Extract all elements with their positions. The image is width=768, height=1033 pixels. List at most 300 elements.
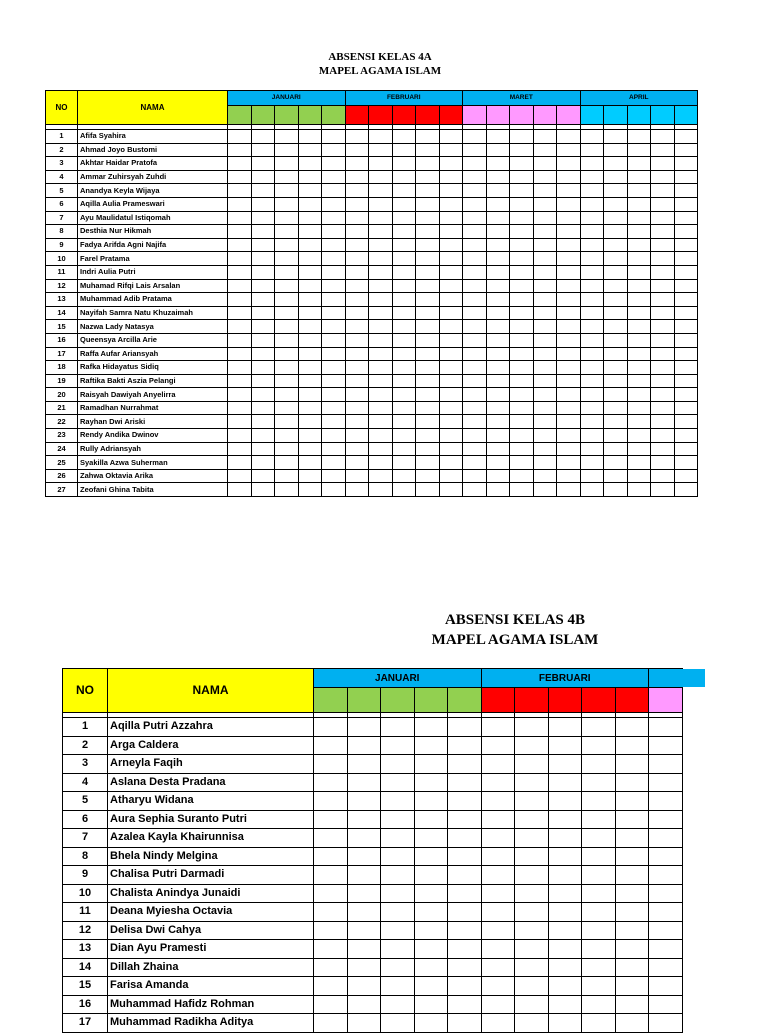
attendance-cell[interactable] bbox=[345, 170, 369, 184]
attendance-cell[interactable] bbox=[392, 225, 416, 239]
attendance-cell[interactable] bbox=[381, 1014, 415, 1033]
attendance-cell[interactable] bbox=[580, 456, 604, 470]
attendance-cell[interactable] bbox=[510, 333, 534, 347]
attendance-cell[interactable] bbox=[674, 388, 698, 402]
attendance-cell[interactable] bbox=[486, 130, 510, 144]
attendance-cell[interactable] bbox=[463, 333, 487, 347]
attendance-cell[interactable] bbox=[580, 238, 604, 252]
attendance-cell[interactable] bbox=[416, 483, 440, 497]
attendance-cell[interactable] bbox=[369, 320, 393, 334]
attendance-cell[interactable] bbox=[439, 197, 463, 211]
attendance-cell[interactable] bbox=[345, 483, 369, 497]
attendance-cell[interactable] bbox=[515, 736, 549, 755]
attendance-cell[interactable] bbox=[481, 884, 515, 903]
attendance-cell[interactable] bbox=[439, 483, 463, 497]
attendance-cell[interactable] bbox=[604, 197, 628, 211]
attendance-cell[interactable] bbox=[322, 265, 346, 279]
attendance-cell[interactable] bbox=[251, 306, 275, 320]
attendance-cell[interactable] bbox=[649, 921, 683, 940]
attendance-cell[interactable] bbox=[615, 736, 649, 755]
attendance-cell[interactable] bbox=[580, 388, 604, 402]
attendance-cell[interactable] bbox=[228, 320, 252, 334]
attendance-cell[interactable] bbox=[515, 884, 549, 903]
attendance-cell[interactable] bbox=[604, 415, 628, 429]
attendance-cell[interactable] bbox=[347, 866, 381, 885]
attendance-cell[interactable] bbox=[627, 320, 651, 334]
attendance-cell[interactable] bbox=[515, 718, 549, 737]
attendance-cell[interactable] bbox=[651, 211, 675, 225]
attendance-cell[interactable] bbox=[604, 265, 628, 279]
attendance-cell[interactable] bbox=[651, 157, 675, 171]
attendance-cell[interactable] bbox=[381, 847, 415, 866]
attendance-cell[interactable] bbox=[510, 143, 534, 157]
attendance-cell[interactable] bbox=[580, 184, 604, 198]
attendance-cell[interactable] bbox=[251, 184, 275, 198]
attendance-cell[interactable] bbox=[627, 293, 651, 307]
attendance-cell[interactable] bbox=[486, 170, 510, 184]
attendance-cell[interactable] bbox=[392, 197, 416, 211]
attendance-cell[interactable] bbox=[615, 921, 649, 940]
attendance-cell[interactable] bbox=[510, 130, 534, 144]
attendance-cell[interactable] bbox=[582, 884, 616, 903]
attendance-cell[interactable] bbox=[615, 940, 649, 959]
attendance-cell[interactable] bbox=[510, 238, 534, 252]
attendance-cell[interactable] bbox=[298, 361, 322, 375]
attendance-cell[interactable] bbox=[439, 252, 463, 266]
attendance-cell[interactable] bbox=[674, 442, 698, 456]
attendance-cell[interactable] bbox=[251, 252, 275, 266]
attendance-cell[interactable] bbox=[533, 265, 557, 279]
attendance-cell[interactable] bbox=[369, 157, 393, 171]
attendance-cell[interactable] bbox=[651, 483, 675, 497]
attendance-cell[interactable] bbox=[322, 197, 346, 211]
attendance-cell[interactable] bbox=[486, 333, 510, 347]
attendance-cell[interactable] bbox=[381, 829, 415, 848]
attendance-cell[interactable] bbox=[298, 143, 322, 157]
attendance-cell[interactable] bbox=[369, 469, 393, 483]
attendance-cell[interactable] bbox=[439, 306, 463, 320]
attendance-cell[interactable] bbox=[369, 293, 393, 307]
attendance-cell[interactable] bbox=[381, 866, 415, 885]
attendance-cell[interactable] bbox=[604, 157, 628, 171]
attendance-cell[interactable] bbox=[463, 157, 487, 171]
attendance-cell[interactable] bbox=[481, 847, 515, 866]
attendance-cell[interactable] bbox=[580, 469, 604, 483]
attendance-cell[interactable] bbox=[651, 293, 675, 307]
attendance-cell[interactable] bbox=[298, 279, 322, 293]
attendance-cell[interactable] bbox=[533, 157, 557, 171]
attendance-cell[interactable] bbox=[580, 225, 604, 239]
attendance-cell[interactable] bbox=[392, 361, 416, 375]
attendance-cell[interactable] bbox=[392, 211, 416, 225]
attendance-cell[interactable] bbox=[298, 401, 322, 415]
attendance-cell[interactable] bbox=[275, 306, 299, 320]
attendance-cell[interactable] bbox=[615, 958, 649, 977]
attendance-cell[interactable] bbox=[345, 157, 369, 171]
attendance-cell[interactable] bbox=[582, 940, 616, 959]
attendance-cell[interactable] bbox=[392, 265, 416, 279]
attendance-cell[interactable] bbox=[414, 866, 448, 885]
attendance-cell[interactable] bbox=[345, 333, 369, 347]
attendance-cell[interactable] bbox=[674, 143, 698, 157]
attendance-cell[interactable] bbox=[582, 995, 616, 1014]
attendance-cell[interactable] bbox=[314, 792, 348, 811]
attendance-cell[interactable] bbox=[463, 429, 487, 443]
attendance-cell[interactable] bbox=[416, 279, 440, 293]
attendance-cell[interactable] bbox=[651, 238, 675, 252]
attendance-cell[interactable] bbox=[439, 374, 463, 388]
attendance-cell[interactable] bbox=[486, 143, 510, 157]
attendance-cell[interactable] bbox=[275, 130, 299, 144]
attendance-cell[interactable] bbox=[510, 415, 534, 429]
attendance-cell[interactable] bbox=[439, 415, 463, 429]
attendance-cell[interactable] bbox=[533, 347, 557, 361]
attendance-cell[interactable] bbox=[463, 456, 487, 470]
attendance-cell[interactable] bbox=[369, 143, 393, 157]
attendance-cell[interactable] bbox=[369, 347, 393, 361]
attendance-cell[interactable] bbox=[481, 718, 515, 737]
attendance-cell[interactable] bbox=[322, 306, 346, 320]
attendance-cell[interactable] bbox=[275, 374, 299, 388]
attendance-cell[interactable] bbox=[533, 374, 557, 388]
attendance-cell[interactable] bbox=[486, 238, 510, 252]
attendance-cell[interactable] bbox=[228, 170, 252, 184]
attendance-cell[interactable] bbox=[627, 157, 651, 171]
attendance-cell[interactable] bbox=[322, 469, 346, 483]
attendance-cell[interactable] bbox=[651, 279, 675, 293]
attendance-cell[interactable] bbox=[392, 157, 416, 171]
attendance-cell[interactable] bbox=[463, 469, 487, 483]
attendance-cell[interactable] bbox=[510, 293, 534, 307]
attendance-cell[interactable] bbox=[615, 718, 649, 737]
attendance-cell[interactable] bbox=[674, 469, 698, 483]
attendance-cell[interactable] bbox=[369, 442, 393, 456]
attendance-cell[interactable] bbox=[649, 736, 683, 755]
attendance-cell[interactable] bbox=[627, 429, 651, 443]
attendance-cell[interactable] bbox=[392, 347, 416, 361]
attendance-cell[interactable] bbox=[314, 921, 348, 940]
attendance-cell[interactable] bbox=[392, 320, 416, 334]
attendance-cell[interactable] bbox=[251, 238, 275, 252]
attendance-cell[interactable] bbox=[651, 320, 675, 334]
attendance-cell[interactable] bbox=[345, 197, 369, 211]
attendance-cell[interactable] bbox=[548, 884, 582, 903]
attendance-cell[interactable] bbox=[548, 736, 582, 755]
attendance-cell[interactable] bbox=[580, 401, 604, 415]
attendance-cell[interactable] bbox=[322, 238, 346, 252]
attendance-cell[interactable] bbox=[439, 388, 463, 402]
attendance-cell[interactable] bbox=[416, 320, 440, 334]
attendance-cell[interactable] bbox=[533, 143, 557, 157]
attendance-cell[interactable] bbox=[533, 401, 557, 415]
attendance-cell[interactable] bbox=[298, 374, 322, 388]
attendance-cell[interactable] bbox=[228, 306, 252, 320]
attendance-cell[interactable] bbox=[347, 921, 381, 940]
attendance-cell[interactable] bbox=[298, 456, 322, 470]
attendance-cell[interactable] bbox=[228, 388, 252, 402]
attendance-cell[interactable] bbox=[615, 1014, 649, 1033]
attendance-cell[interactable] bbox=[463, 265, 487, 279]
attendance-cell[interactable] bbox=[580, 361, 604, 375]
attendance-cell[interactable] bbox=[322, 143, 346, 157]
attendance-cell[interactable] bbox=[314, 718, 348, 737]
attendance-cell[interactable] bbox=[548, 792, 582, 811]
attendance-cell[interactable] bbox=[439, 456, 463, 470]
attendance-cell[interactable] bbox=[275, 469, 299, 483]
attendance-cell[interactable] bbox=[580, 333, 604, 347]
attendance-cell[interactable] bbox=[582, 792, 616, 811]
attendance-cell[interactable] bbox=[580, 143, 604, 157]
attendance-cell[interactable] bbox=[533, 293, 557, 307]
attendance-cell[interactable] bbox=[557, 374, 581, 388]
attendance-cell[interactable] bbox=[414, 903, 448, 922]
attendance-cell[interactable] bbox=[580, 293, 604, 307]
attendance-cell[interactable] bbox=[627, 265, 651, 279]
attendance-cell[interactable] bbox=[580, 157, 604, 171]
attendance-cell[interactable] bbox=[510, 388, 534, 402]
attendance-cell[interactable] bbox=[463, 388, 487, 402]
attendance-cell[interactable] bbox=[314, 736, 348, 755]
attendance-cell[interactable] bbox=[627, 252, 651, 266]
attendance-cell[interactable] bbox=[510, 469, 534, 483]
attendance-cell[interactable] bbox=[439, 143, 463, 157]
attendance-cell[interactable] bbox=[649, 810, 683, 829]
attendance-cell[interactable] bbox=[486, 456, 510, 470]
attendance-cell[interactable] bbox=[448, 1014, 482, 1033]
attendance-cell[interactable] bbox=[604, 429, 628, 443]
attendance-cell[interactable] bbox=[548, 995, 582, 1014]
attendance-cell[interactable] bbox=[369, 415, 393, 429]
attendance-cell[interactable] bbox=[448, 958, 482, 977]
attendance-cell[interactable] bbox=[604, 374, 628, 388]
attendance-cell[interactable] bbox=[228, 238, 252, 252]
attendance-cell[interactable] bbox=[649, 773, 683, 792]
attendance-cell[interactable] bbox=[345, 320, 369, 334]
attendance-cell[interactable] bbox=[548, 958, 582, 977]
attendance-cell[interactable] bbox=[486, 388, 510, 402]
attendance-cell[interactable] bbox=[298, 184, 322, 198]
attendance-cell[interactable] bbox=[416, 442, 440, 456]
attendance-cell[interactable] bbox=[369, 333, 393, 347]
attendance-cell[interactable] bbox=[369, 279, 393, 293]
attendance-cell[interactable] bbox=[416, 170, 440, 184]
attendance-cell[interactable] bbox=[369, 130, 393, 144]
attendance-cell[interactable] bbox=[627, 279, 651, 293]
attendance-cell[interactable] bbox=[251, 469, 275, 483]
attendance-cell[interactable] bbox=[533, 415, 557, 429]
attendance-cell[interactable] bbox=[448, 921, 482, 940]
attendance-cell[interactable] bbox=[228, 442, 252, 456]
attendance-cell[interactable] bbox=[416, 238, 440, 252]
attendance-cell[interactable] bbox=[557, 306, 581, 320]
attendance-cell[interactable] bbox=[416, 374, 440, 388]
attendance-cell[interactable] bbox=[649, 866, 683, 885]
attendance-cell[interactable] bbox=[604, 238, 628, 252]
attendance-cell[interactable] bbox=[580, 306, 604, 320]
attendance-cell[interactable] bbox=[557, 265, 581, 279]
attendance-cell[interactable] bbox=[580, 265, 604, 279]
attendance-cell[interactable] bbox=[392, 429, 416, 443]
attendance-cell[interactable] bbox=[651, 415, 675, 429]
attendance-cell[interactable] bbox=[251, 401, 275, 415]
attendance-cell[interactable] bbox=[548, 755, 582, 774]
attendance-cell[interactable] bbox=[448, 810, 482, 829]
attendance-cell[interactable] bbox=[298, 333, 322, 347]
attendance-cell[interactable] bbox=[369, 306, 393, 320]
attendance-cell[interactable] bbox=[515, 995, 549, 1014]
attendance-cell[interactable] bbox=[275, 361, 299, 375]
attendance-cell[interactable] bbox=[649, 792, 683, 811]
attendance-cell[interactable] bbox=[275, 170, 299, 184]
attendance-cell[interactable] bbox=[275, 347, 299, 361]
attendance-cell[interactable] bbox=[448, 755, 482, 774]
attendance-cell[interactable] bbox=[369, 252, 393, 266]
attendance-cell[interactable] bbox=[651, 429, 675, 443]
attendance-cell[interactable] bbox=[381, 792, 415, 811]
attendance-cell[interactable] bbox=[322, 333, 346, 347]
attendance-cell[interactable] bbox=[557, 456, 581, 470]
attendance-cell[interactable] bbox=[604, 388, 628, 402]
attendance-cell[interactable] bbox=[510, 170, 534, 184]
attendance-cell[interactable] bbox=[347, 755, 381, 774]
attendance-cell[interactable] bbox=[322, 225, 346, 239]
attendance-cell[interactable] bbox=[298, 388, 322, 402]
attendance-cell[interactable] bbox=[533, 211, 557, 225]
attendance-cell[interactable] bbox=[515, 866, 549, 885]
attendance-cell[interactable] bbox=[582, 903, 616, 922]
attendance-cell[interactable] bbox=[548, 810, 582, 829]
attendance-cell[interactable] bbox=[416, 415, 440, 429]
attendance-cell[interactable] bbox=[314, 995, 348, 1014]
attendance-cell[interactable] bbox=[548, 829, 582, 848]
attendance-cell[interactable] bbox=[275, 265, 299, 279]
attendance-cell[interactable] bbox=[322, 374, 346, 388]
attendance-cell[interactable] bbox=[345, 347, 369, 361]
attendance-cell[interactable] bbox=[345, 306, 369, 320]
attendance-cell[interactable] bbox=[627, 374, 651, 388]
attendance-cell[interactable] bbox=[439, 170, 463, 184]
attendance-cell[interactable] bbox=[580, 429, 604, 443]
attendance-cell[interactable] bbox=[414, 921, 448, 940]
attendance-cell[interactable] bbox=[439, 347, 463, 361]
attendance-cell[interactable] bbox=[414, 940, 448, 959]
attendance-cell[interactable] bbox=[322, 388, 346, 402]
attendance-cell[interactable] bbox=[580, 442, 604, 456]
attendance-cell[interactable] bbox=[674, 197, 698, 211]
attendance-cell[interactable] bbox=[651, 442, 675, 456]
attendance-cell[interactable] bbox=[486, 415, 510, 429]
attendance-cell[interactable] bbox=[604, 130, 628, 144]
attendance-cell[interactable] bbox=[275, 429, 299, 443]
attendance-cell[interactable] bbox=[322, 442, 346, 456]
attendance-cell[interactable] bbox=[557, 238, 581, 252]
attendance-cell[interactable] bbox=[627, 469, 651, 483]
attendance-cell[interactable] bbox=[314, 829, 348, 848]
attendance-cell[interactable] bbox=[251, 143, 275, 157]
attendance-cell[interactable] bbox=[674, 184, 698, 198]
attendance-cell[interactable] bbox=[251, 197, 275, 211]
attendance-cell[interactable] bbox=[347, 903, 381, 922]
attendance-cell[interactable] bbox=[582, 977, 616, 996]
attendance-cell[interactable] bbox=[651, 361, 675, 375]
attendance-cell[interactable] bbox=[651, 469, 675, 483]
attendance-cell[interactable] bbox=[510, 374, 534, 388]
attendance-cell[interactable] bbox=[674, 361, 698, 375]
attendance-cell[interactable] bbox=[251, 388, 275, 402]
attendance-cell[interactable] bbox=[463, 347, 487, 361]
attendance-cell[interactable] bbox=[416, 456, 440, 470]
attendance-cell[interactable] bbox=[298, 347, 322, 361]
attendance-cell[interactable] bbox=[627, 238, 651, 252]
attendance-cell[interactable] bbox=[674, 347, 698, 361]
attendance-cell[interactable] bbox=[416, 130, 440, 144]
attendance-cell[interactable] bbox=[416, 197, 440, 211]
attendance-cell[interactable] bbox=[416, 265, 440, 279]
attendance-cell[interactable] bbox=[322, 401, 346, 415]
attendance-cell[interactable] bbox=[557, 442, 581, 456]
attendance-cell[interactable] bbox=[604, 361, 628, 375]
attendance-cell[interactable] bbox=[381, 884, 415, 903]
attendance-cell[interactable] bbox=[463, 238, 487, 252]
attendance-cell[interactable] bbox=[481, 755, 515, 774]
attendance-cell[interactable] bbox=[510, 265, 534, 279]
attendance-cell[interactable] bbox=[448, 847, 482, 866]
attendance-cell[interactable] bbox=[439, 293, 463, 307]
attendance-cell[interactable] bbox=[510, 279, 534, 293]
attendance-cell[interactable] bbox=[392, 401, 416, 415]
attendance-cell[interactable] bbox=[557, 415, 581, 429]
attendance-cell[interactable] bbox=[345, 374, 369, 388]
attendance-cell[interactable] bbox=[486, 265, 510, 279]
attendance-cell[interactable] bbox=[604, 306, 628, 320]
attendance-cell[interactable] bbox=[463, 252, 487, 266]
attendance-cell[interactable] bbox=[345, 361, 369, 375]
attendance-cell[interactable] bbox=[448, 995, 482, 1014]
attendance-cell[interactable] bbox=[548, 866, 582, 885]
attendance-cell[interactable] bbox=[439, 225, 463, 239]
attendance-cell[interactable] bbox=[580, 374, 604, 388]
attendance-cell[interactable] bbox=[251, 170, 275, 184]
attendance-cell[interactable] bbox=[649, 718, 683, 737]
attendance-cell[interactable] bbox=[251, 320, 275, 334]
attendance-cell[interactable] bbox=[674, 401, 698, 415]
attendance-cell[interactable] bbox=[345, 293, 369, 307]
attendance-cell[interactable] bbox=[557, 429, 581, 443]
attendance-cell[interactable] bbox=[369, 170, 393, 184]
attendance-cell[interactable] bbox=[414, 884, 448, 903]
attendance-cell[interactable] bbox=[322, 456, 346, 470]
attendance-cell[interactable] bbox=[649, 755, 683, 774]
attendance-cell[interactable] bbox=[448, 866, 482, 885]
attendance-cell[interactable] bbox=[322, 483, 346, 497]
attendance-cell[interactable] bbox=[414, 995, 448, 1014]
attendance-cell[interactable] bbox=[345, 415, 369, 429]
attendance-cell[interactable] bbox=[322, 157, 346, 171]
attendance-cell[interactable] bbox=[615, 977, 649, 996]
attendance-cell[interactable] bbox=[228, 279, 252, 293]
attendance-cell[interactable] bbox=[381, 921, 415, 940]
attendance-cell[interactable] bbox=[314, 958, 348, 977]
attendance-cell[interactable] bbox=[275, 238, 299, 252]
attendance-cell[interactable] bbox=[345, 211, 369, 225]
attendance-cell[interactable] bbox=[381, 940, 415, 959]
attendance-cell[interactable] bbox=[448, 718, 482, 737]
attendance-cell[interactable] bbox=[674, 211, 698, 225]
attendance-cell[interactable] bbox=[448, 940, 482, 959]
attendance-cell[interactable] bbox=[322, 347, 346, 361]
attendance-cell[interactable] bbox=[381, 810, 415, 829]
attendance-cell[interactable] bbox=[414, 773, 448, 792]
